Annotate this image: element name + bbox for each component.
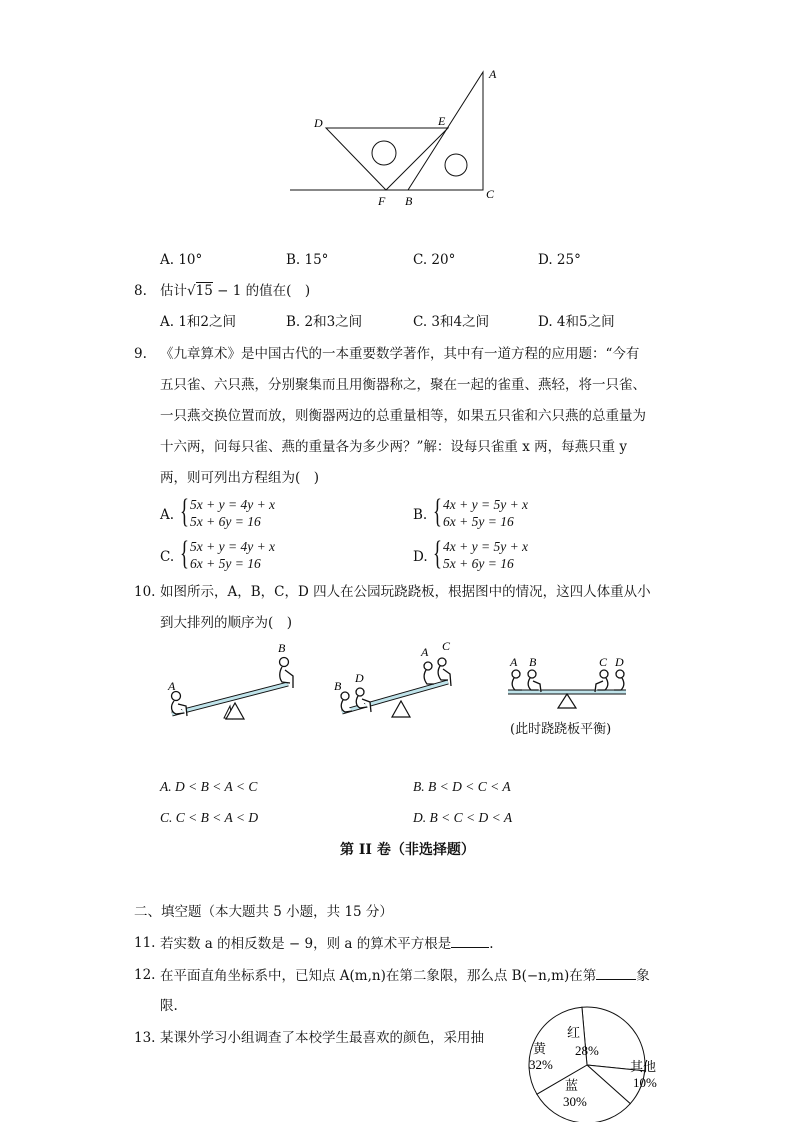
q9-line-4: 十六两，问每只雀、燕的重量各为多少两？”解：设每只雀重 x 两，每燕只重 y bbox=[160, 439, 628, 455]
sqrt-sign: √ bbox=[187, 283, 196, 299]
label-A: A bbox=[489, 67, 497, 81]
q8-option-a: A. 1和2之间 bbox=[160, 314, 237, 330]
fig1-label-left: A bbox=[168, 679, 176, 693]
part2-heading: 二、填空题（本大题共 5 小题，共 15 分） bbox=[134, 904, 393, 920]
pie-label-other-pct: 10% bbox=[633, 1075, 657, 1090]
brace-icon: { bbox=[180, 493, 189, 530]
brace-icon: { bbox=[433, 493, 442, 530]
q9-option-b-eq1: 4x + y = 5y + x bbox=[443, 497, 529, 512]
q9-option-c-eq2: 6x + 5y = 16 bbox=[190, 556, 261, 571]
q13-number: 13. bbox=[134, 1030, 156, 1046]
q9-option-b-label: B. bbox=[413, 507, 428, 523]
q9-option-c-eq1: 5x + y = 4y + x bbox=[190, 539, 276, 554]
q9-option-d-eq2: 5x + 6y = 16 bbox=[443, 556, 514, 571]
pie-label-yellow-name: 黄 bbox=[533, 1041, 547, 1056]
q8-option-b: B. 2和3之间 bbox=[286, 314, 363, 330]
pie-label-other-name: 其他 bbox=[630, 1059, 657, 1074]
q9-option-b-eq2: 6x + 5y = 16 bbox=[443, 514, 514, 529]
fig3-label-r1: C bbox=[599, 655, 608, 669]
answer-blank[interactable] bbox=[596, 965, 636, 980]
pie-label-red-name: 红 bbox=[567, 1025, 581, 1040]
label-B: B bbox=[405, 194, 413, 208]
q9-option-a-label: A. bbox=[160, 507, 175, 523]
q10-line-1: 如图所示，A，B，C，D 四人在公园玩跷跷板，根据图中的情况，这四人体重从小 bbox=[160, 584, 651, 600]
q12-number: 12. bbox=[134, 967, 156, 983]
pie-label-blue-name: 蓝 bbox=[565, 1078, 579, 1093]
q8-number: 8. bbox=[134, 283, 147, 299]
fig3-label-l1: A bbox=[510, 655, 518, 669]
person-d-icon bbox=[614, 670, 624, 690]
q8-text-before: 估计 bbox=[160, 283, 187, 299]
q13-text: 某课外学习小组调查了本校学生最喜欢的颜色，采用抽 bbox=[160, 1030, 484, 1046]
q11-stem bbox=[160, 933, 494, 954]
q12-line-2: 限. bbox=[160, 998, 178, 1014]
q9-line-1: 《九章算术》是中国古代的一本重要数学著作，其中有一道方程的应用题：“今有 bbox=[160, 346, 640, 362]
q9-option-a-eq2: 5x + 6y = 16 bbox=[190, 514, 261, 529]
q8-radicand: 15 bbox=[195, 283, 213, 299]
q12-text-before: 在平面直角坐标系中，已知点 A(m,n)在第二象限，那么点 B(−n,m)在第 bbox=[160, 968, 597, 984]
q10-number: 10. bbox=[134, 584, 156, 600]
person-a-icon bbox=[424, 662, 434, 684]
q9-option-d-label: D. bbox=[413, 549, 428, 565]
q11-number: 11. bbox=[134, 935, 156, 951]
q9-number: 9. bbox=[134, 346, 147, 362]
q12-text-after: 象 bbox=[636, 968, 650, 984]
fig2-label-r2: C bbox=[442, 639, 451, 653]
brace-icon: { bbox=[180, 535, 189, 572]
q9-line-3: 一只燕交换位置而放，则衡器两边的总重量相等，如果五只雀和六只燕的总重量为 bbox=[160, 408, 646, 424]
q10-option-a: A. D < B < A < C bbox=[160, 779, 258, 794]
q7-option-c: C. 20° bbox=[413, 252, 456, 268]
person-c-icon bbox=[595, 670, 608, 692]
label-E: E bbox=[438, 114, 446, 128]
q8-option-d: D. 4和5之间 bbox=[538, 314, 615, 330]
seesaw-figure-1 bbox=[160, 636, 310, 726]
q9-line-2: 五只雀、六只燕，分别聚集而且用衡器称之，聚在一起的雀重、燕轻，将一只雀、 bbox=[160, 377, 646, 393]
section-title: 第 II 卷（非选择题） bbox=[340, 842, 475, 858]
q8-stem bbox=[160, 281, 310, 301]
pie-label-yellow-pct: 32% bbox=[529, 1057, 553, 1072]
q10-option-b: B. B < D < C < A bbox=[413, 779, 511, 794]
triangle-figure bbox=[280, 60, 510, 210]
q9-option-c-label: C. bbox=[160, 549, 175, 565]
q10-option-c: C. C < B < A < D bbox=[160, 810, 259, 825]
fig3-caption: (此时跷跷板平衡) bbox=[510, 722, 612, 737]
q8-option-c: C. 3和4之间 bbox=[413, 314, 490, 330]
fig1-label-right: B bbox=[278, 641, 286, 655]
q7-option-a: A. 10° bbox=[160, 252, 203, 268]
q10-option-d: D. B < C < D < A bbox=[413, 810, 513, 825]
pie-label-red-pct: 28% bbox=[575, 1043, 599, 1058]
seesaw-figure-2 bbox=[330, 636, 470, 726]
fig2-label-r1: A bbox=[421, 645, 429, 659]
fig3-label-l2: B bbox=[529, 655, 537, 669]
label-F: F bbox=[378, 194, 386, 208]
q12-stem bbox=[160, 965, 650, 986]
q10-line-2: 到大排列的顺序为( ) bbox=[160, 615, 293, 631]
q7-option-d: D. 25° bbox=[538, 252, 581, 268]
person-b-icon bbox=[341, 692, 352, 712]
brace-icon: { bbox=[433, 535, 442, 572]
answer-blank[interactable] bbox=[451, 933, 489, 948]
q9-option-d-eq1: 4x + y = 5y + x bbox=[443, 539, 529, 554]
label-D: D bbox=[314, 116, 323, 130]
q11-text-before: 若实数 a 的相反数是 − 9，则 a 的算术平方根是 bbox=[160, 936, 452, 952]
seesaw-figure-3 bbox=[500, 650, 640, 710]
q11-text-after: . bbox=[489, 936, 494, 952]
q9-option-a-eq1: 5x + y = 4y + x bbox=[190, 497, 276, 512]
label-C: C bbox=[486, 187, 495, 201]
fig2-label-l1: B bbox=[334, 679, 342, 693]
person-a-icon bbox=[172, 692, 188, 717]
pie-label-blue-pct: 30% bbox=[563, 1094, 587, 1109]
q9-line-5: 两，则可列出方程组为( ) bbox=[160, 470, 320, 486]
pie-chart bbox=[505, 1005, 670, 1122]
person-a-icon bbox=[512, 670, 522, 690]
q7-option-b: B. 15° bbox=[286, 252, 329, 268]
person-b-icon bbox=[528, 670, 541, 692]
q8-text-after: − 1 的值在( ) bbox=[212, 283, 311, 299]
fig2-label-l2: D bbox=[355, 671, 364, 685]
fig3-label-r2: D bbox=[615, 655, 624, 669]
